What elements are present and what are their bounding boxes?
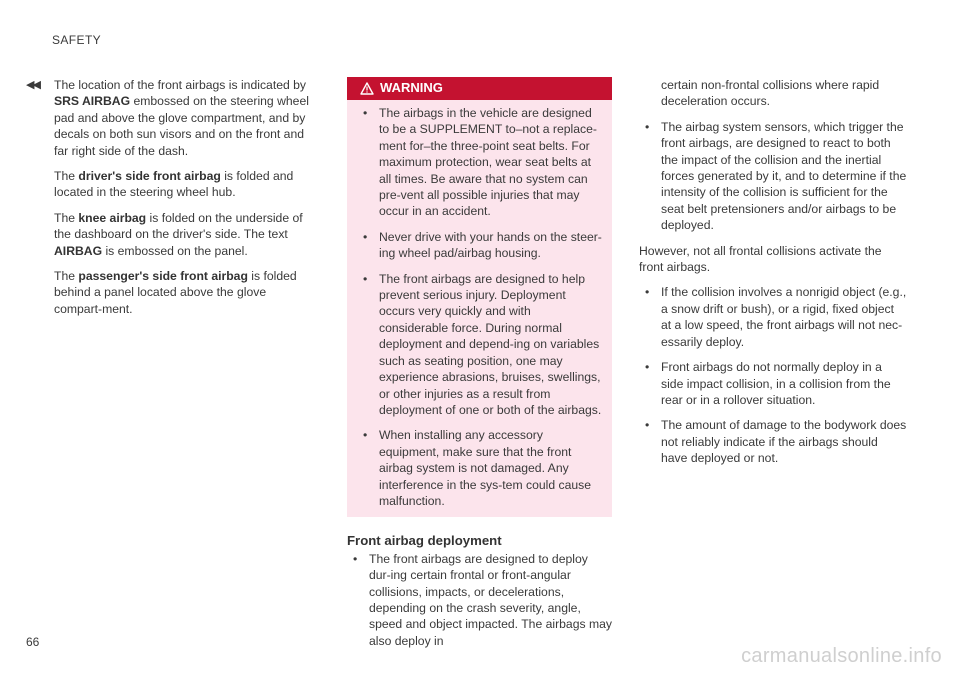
page-number: 66 (26, 635, 40, 649)
paragraph-passenger-airbag (54, 268, 312, 317)
warning-title: WARNING (380, 80, 443, 96)
warning-item: • When installing any accessory equipment, make sure that the front airbag system is not damaged. Any interference in the sys-tem could cause malfunction. (357, 427, 603, 509)
bold-term: SRS AIRBAG (54, 94, 131, 109)
paragraph-not-all-collisions: However, not all frontal collisions activate the front airbags. (639, 243, 882, 275)
warning-triangle-icon (360, 82, 374, 95)
non-deploy-list (639, 284, 907, 466)
warning-header (347, 77, 612, 100)
warning-item: • The front airbags are designed to help prevent serious injury. Deployment occurs very quickly and with considerable force. During normal deployment and depend-ing on variables such as seating position, one may experience abrasions, bruises, swellings, or other injuries as a result from deployment of one or both of the airbags. (357, 271, 603, 419)
text: The (54, 269, 79, 284)
text: is embossed on the panel. (102, 243, 248, 258)
list-item: • If the collision involves a nonrigid object (e.g., a snow drift or bush), or a rigid, fixed object at a low speed, the front airbags will not nec-essarily deploy. (639, 284, 907, 350)
warning-box (347, 77, 612, 517)
list-item: • Front airbags do not normally deploy in a side impact collision, in a collision from the rear or in a rollover situation. (639, 359, 907, 408)
warning-item: • Never drive with your hands on the steer-ing wheel pad/airbag housing. (357, 229, 603, 262)
text: The (54, 169, 79, 184)
deployment-list (639, 119, 907, 234)
warning-list (357, 105, 603, 509)
list-item: • The front airbags are designed to deploy dur-ing certain frontal or front-angular collisions, impacts, or decelerations, depending on the crash severity, angle, speed and object impacted. The airbags may also deploy in (347, 551, 612, 649)
deployment-list-start (347, 551, 612, 649)
section-heading-deployment: Front airbag deployment (347, 533, 502, 549)
list-item-continued: certain non-frontal collisions where rapid deceleration occurs. (661, 78, 880, 109)
warning-body (347, 100, 612, 517)
bold-term: AIRBAG (54, 243, 103, 258)
bold-term: knee airbag (78, 210, 147, 225)
bold-term: passenger's side front airbag (78, 269, 248, 284)
section-title: SAFETY (52, 33, 102, 47)
text: is folded on the underside of the dashboard on the driver's side. The text (54, 210, 303, 242)
list-item: • The amount of damage to the bodywork does not reliably indicate if the airbags should have deployed or not. (639, 417, 907, 466)
paragraph-driver-airbag (54, 168, 312, 201)
paragraph-knee-airbag (54, 210, 312, 259)
column-1 (54, 77, 312, 326)
text: The location of the front airbags is indicated by (54, 78, 307, 92)
text: is folded and located in the steering wheel hub. (54, 169, 294, 200)
text: The (54, 210, 79, 225)
bold-term: driver's side front airbag (78, 169, 221, 184)
warning-item: • The airbags in the vehicle are designed to be a SUPPLEMENT to–not a replace-ment for–the three-point seat belts. For maximum protection, wear seat belts at all times. Be aware that no system can pre-vent all possible injuries that may occur in an accident. (357, 105, 603, 220)
column-3 (639, 77, 907, 476)
paragraph-location (54, 77, 312, 159)
watermark: carmanualsonline.info (741, 645, 942, 667)
text: is folded behind a panel located above the glove compart-ment. (54, 269, 297, 316)
back-arrows-icon[interactable]: ◀◀ (26, 79, 39, 91)
text: embossed on the steering wheel pad and above the glove compartment, and by decals on both sun visors and on the front and far right side of the dash. (54, 94, 309, 158)
column-2 (347, 77, 612, 658)
list-item: • The airbag system sensors, which trigger the front airbags, are designed to react to both the impact of the collision and the inertial forces generated by it, and to determine if the intensity of the collision is sufficient for the seat belt pretensioners and/or airbags to be deployed. (639, 119, 907, 234)
